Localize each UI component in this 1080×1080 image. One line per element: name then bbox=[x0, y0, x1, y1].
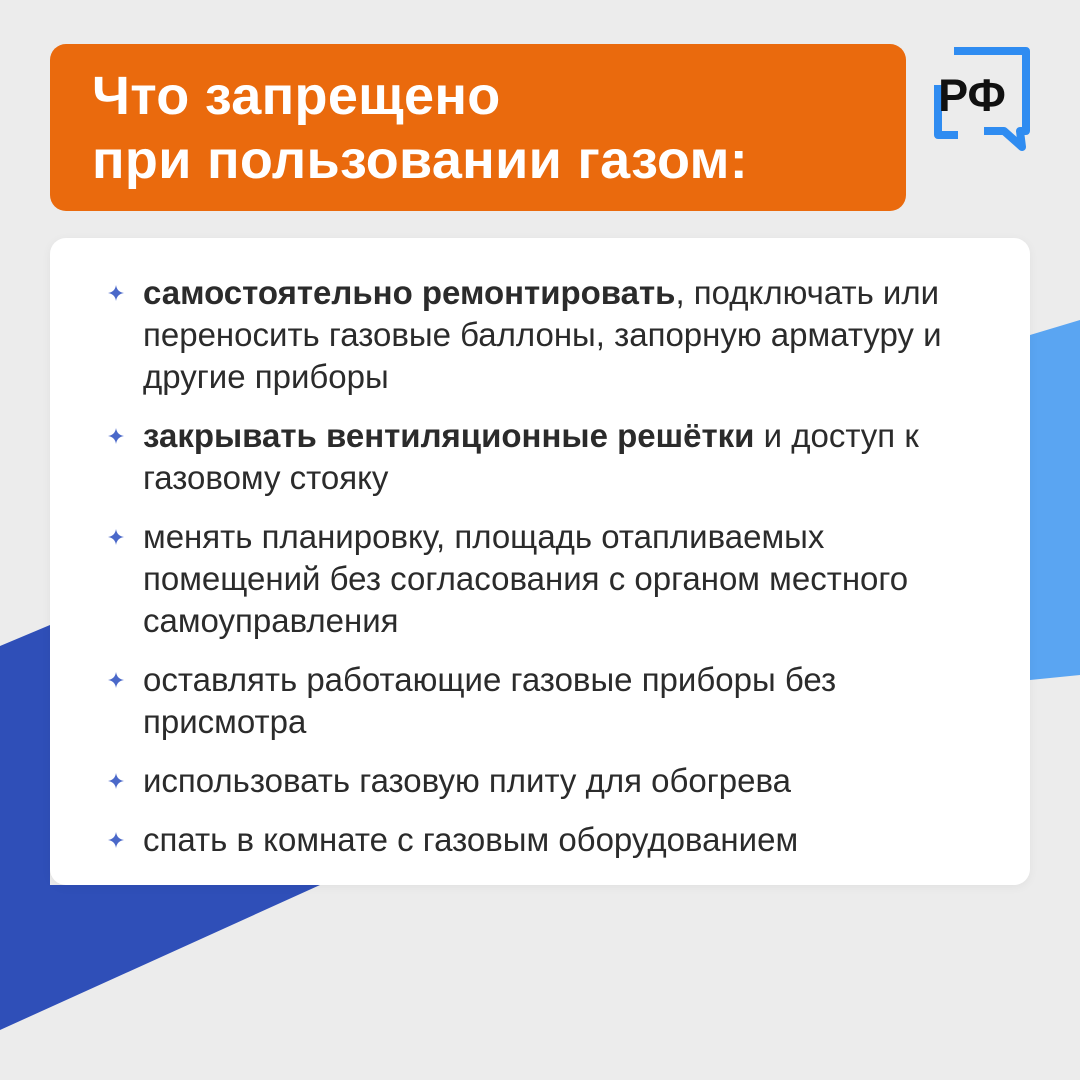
list-item bbox=[108, 415, 990, 499]
list-item bbox=[108, 760, 990, 802]
list-item-bold-text: закрывать вентиляционные решётки bbox=[143, 417, 755, 454]
list-item-regular-text: оставлять работающие газовые приборы без присмотра bbox=[143, 661, 837, 740]
list-item-regular-text: менять планировку, площадь отапливаемых помещений без согласования с органом местного самоуправления bbox=[143, 518, 909, 639]
list-item-text bbox=[143, 415, 990, 499]
list-item bbox=[108, 516, 990, 642]
list-item-text bbox=[143, 516, 990, 642]
list-item-regular-text: и доступ к газовому стояку bbox=[143, 417, 919, 496]
light-blue-stripe bbox=[1030, 320, 1080, 680]
title-line-1: Что запрещено bbox=[92, 66, 501, 126]
prohibitions-card bbox=[50, 238, 1030, 885]
four-point-star-icon bbox=[108, 285, 124, 301]
list-item bbox=[108, 659, 990, 743]
list-item-text bbox=[143, 760, 990, 802]
title-line-2: при пользовании газом: bbox=[92, 130, 749, 190]
list-item-text bbox=[143, 272, 990, 398]
list-item-bold-text: самостоятельно ремонтировать bbox=[143, 274, 676, 311]
four-point-star-icon bbox=[108, 672, 124, 688]
list-item bbox=[108, 272, 990, 398]
four-point-star-icon bbox=[108, 428, 124, 444]
list-item-regular-text: использовать газовую плиту для обогрева bbox=[143, 762, 792, 799]
four-point-star-icon bbox=[108, 832, 124, 848]
title-banner bbox=[50, 44, 906, 211]
list-item bbox=[108, 819, 990, 861]
logo-text: РФ bbox=[938, 70, 1006, 121]
rf-logo bbox=[930, 45, 1032, 155]
list-item-text bbox=[143, 819, 990, 861]
four-point-star-icon bbox=[108, 773, 124, 789]
four-point-star-icon bbox=[108, 529, 124, 545]
list-item-text bbox=[143, 659, 990, 743]
list-item-regular-text: спать в комнате с газовым оборудованием bbox=[143, 821, 799, 858]
list-item-regular-text: , подключать или переносить газовые баллоны, запорную арматуру и другие приборы bbox=[143, 274, 942, 395]
